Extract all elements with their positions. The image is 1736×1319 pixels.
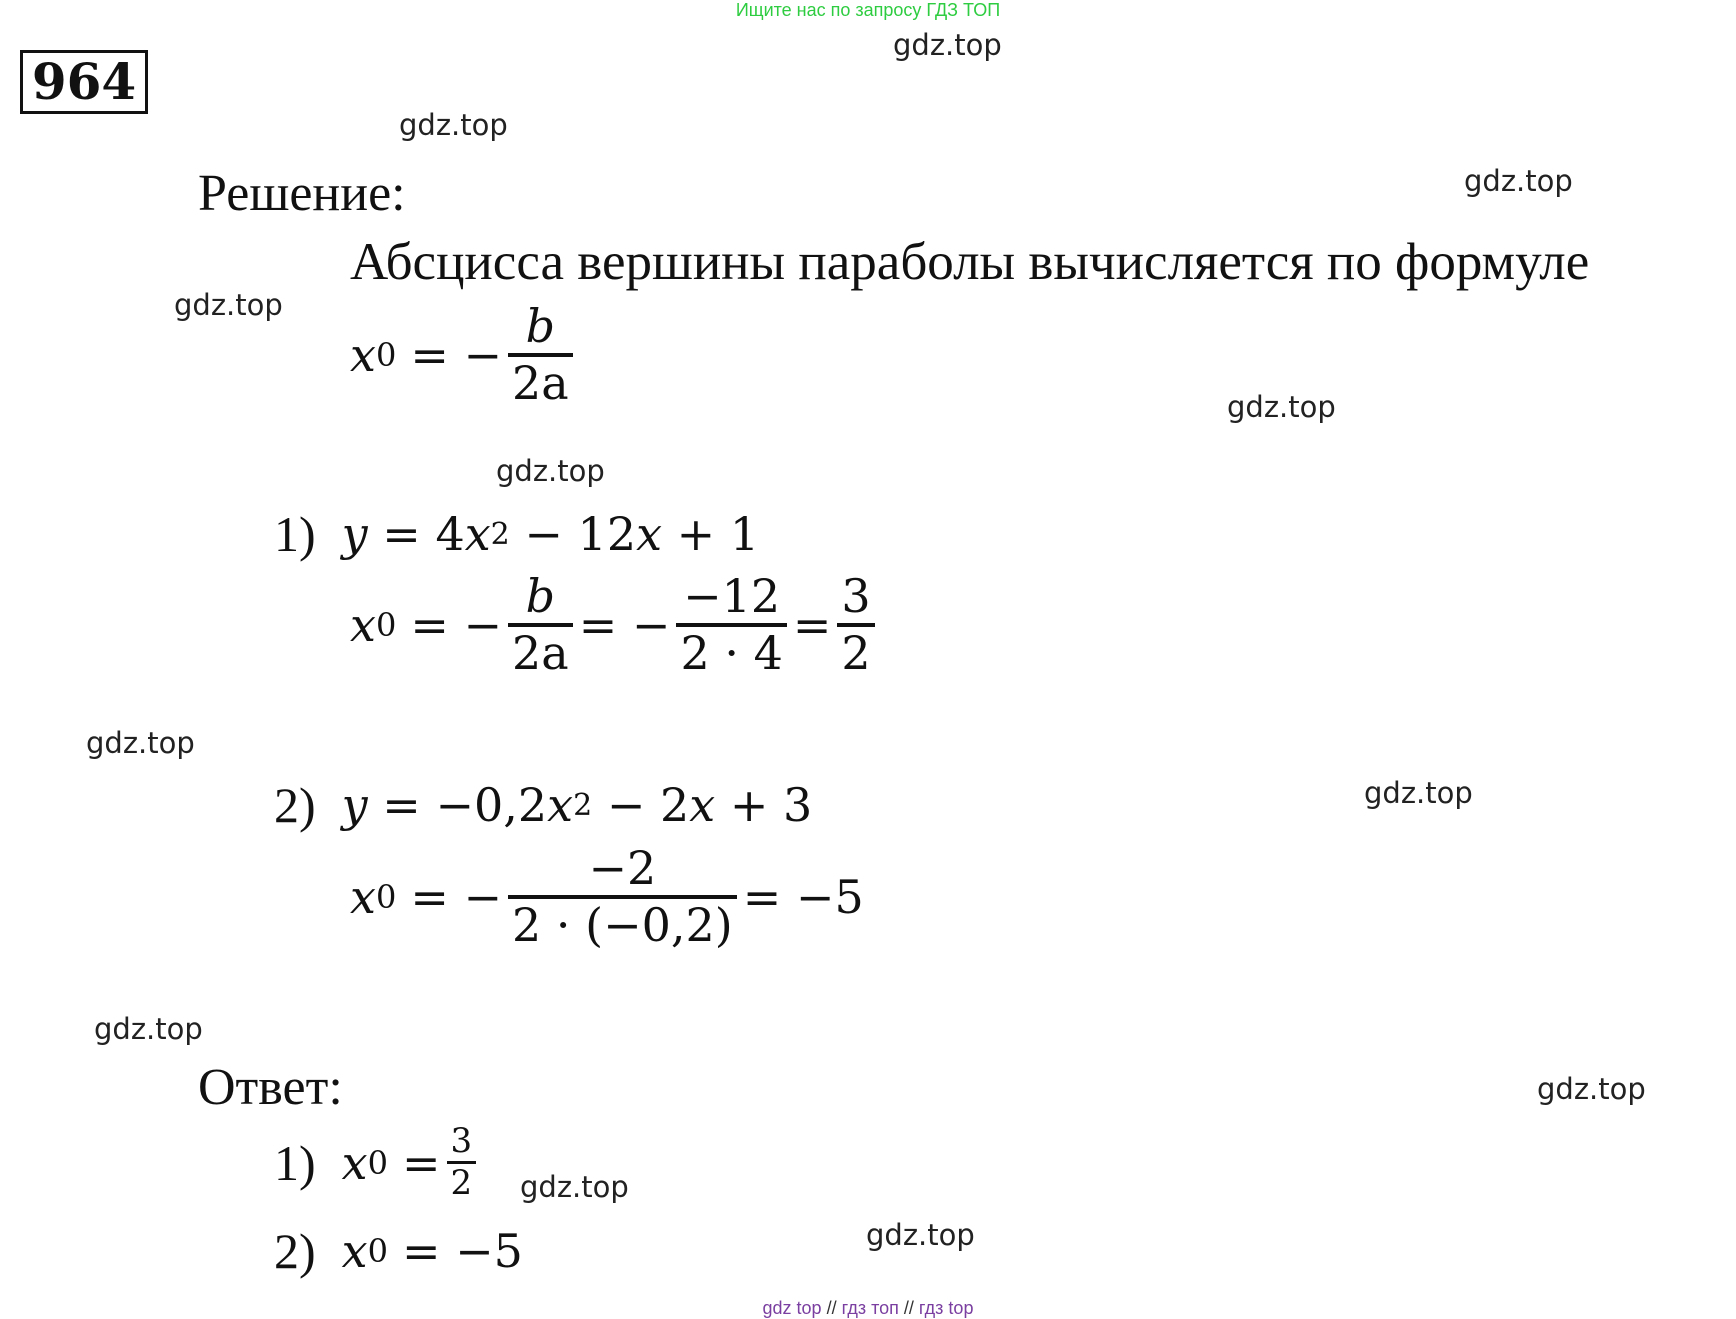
part1-calc-lhs-sub: 0	[375, 605, 397, 644]
footer-link[interactable]: гдз топ	[841, 1298, 899, 1318]
part1-y: y	[341, 507, 368, 561]
part1-label: 1)	[274, 506, 316, 562]
answer-1-num: 3	[450, 1121, 473, 1161]
footer-separator: //	[898, 1298, 919, 1318]
part2-calc-lhs-sub: 0	[375, 877, 397, 916]
part1-equation	[274, 505, 759, 563]
part1-rest: − 12	[509, 507, 637, 561]
answer-1	[274, 1122, 482, 1203]
answer-1-fraction	[447, 1122, 477, 1203]
part2-label: 2)	[274, 777, 316, 833]
answer-2-lhs-sub: 0	[367, 1232, 388, 1270]
watermark: gdz.top	[520, 1170, 629, 1204]
footer-link[interactable]: гдз top	[918, 1298, 974, 1318]
task-number: 964	[31, 52, 137, 111]
top-banner	[0, 0, 1736, 21]
answer-2	[274, 1222, 523, 1280]
part1-calc-eq1: = −	[410, 597, 503, 652]
part1-frac1	[508, 570, 573, 680]
formula-num: b	[525, 299, 556, 353]
part1-calc-eq2: = −	[578, 597, 671, 652]
answer-1-lhs-sub: 0	[367, 1143, 388, 1182]
watermark: gdz.top	[893, 28, 1002, 62]
answer-2-label: 2)	[274, 1223, 316, 1279]
watermark: gdz.top	[174, 288, 283, 322]
part2-calc	[350, 842, 864, 952]
formula-den: 2a	[512, 355, 569, 410]
footer	[0, 1298, 1736, 1319]
watermark: gdz.top	[866, 1218, 975, 1252]
part1-frac3	[837, 570, 874, 680]
answer-1-lhs: x	[341, 1135, 368, 1190]
part2-equation	[274, 776, 812, 834]
answer-heading: Ответ:	[198, 1059, 343, 1116]
part1-frac1-num: b	[525, 569, 556, 623]
answer-2-eq: = −5	[401, 1224, 523, 1278]
footer-link[interactable]: gdz top	[762, 1298, 822, 1318]
watermark: gdz.top	[1537, 1072, 1646, 1106]
part1-calc-eq3: =	[792, 597, 832, 652]
answer-1-eq: =	[401, 1135, 441, 1190]
intro-text: Абсцисса вершины параболы вычисляется по формуле	[350, 233, 1590, 291]
part2-rest: − 2	[592, 778, 690, 832]
part1-eq: = 4	[367, 507, 465, 561]
watermark: gdz.top	[1364, 776, 1473, 810]
part2-frac-den: 2 · (−0,2)	[512, 897, 733, 952]
watermark: gdz.top	[1227, 390, 1336, 424]
part1-frac3-num: 3	[841, 569, 871, 623]
vertex-formula	[350, 300, 579, 410]
watermark: gdz.top	[1464, 164, 1573, 198]
solution-heading: Решение:	[198, 165, 406, 222]
footer-separator: //	[821, 1298, 842, 1318]
watermark: gdz.top	[496, 454, 605, 488]
answer-1-label: 1)	[274, 1134, 316, 1191]
part2-x2: x	[689, 778, 716, 832]
part2-calc-eq2: = −5	[742, 869, 864, 924]
part1-frac2-num: −12	[683, 569, 781, 623]
part1-frac2-den: 2 · 4	[680, 625, 783, 680]
formula-fraction	[508, 300, 573, 410]
part1-tail: + 1	[662, 507, 760, 561]
part2-eq: = −0,2	[367, 778, 548, 832]
part2-y: y	[341, 778, 368, 832]
part1-calc-lhs: x	[350, 597, 376, 652]
formula-eq: = −	[410, 327, 503, 382]
part2-exp: 2	[573, 787, 593, 823]
part2-frac	[508, 842, 737, 952]
part1-frac3-den: 2	[841, 625, 871, 680]
part2-frac-num: −2	[588, 841, 657, 895]
part1-frac2	[676, 570, 786, 680]
answer-1-den: 2	[450, 1163, 473, 1204]
watermark: gdz.top	[86, 726, 195, 760]
part2-tail: + 3	[715, 778, 813, 832]
part2-calc-lhs: x	[350, 869, 376, 924]
part1-exp: 2	[490, 516, 510, 552]
part1-frac1-den: 2a	[512, 625, 569, 680]
part1-calc	[350, 570, 881, 680]
answer-2-lhs: x	[341, 1224, 368, 1278]
banner-text: Ищите нас по запросу ГДЗ ТОП	[735, 0, 1001, 20]
part1-x: x	[464, 507, 491, 561]
formula-lhs-sub: 0	[375, 335, 397, 374]
part2-calc-eq1: = −	[410, 869, 503, 924]
watermark: gdz.top	[94, 1012, 203, 1046]
task-number-box	[20, 50, 148, 114]
part1-x2: x	[636, 507, 663, 561]
formula-lhs: x	[350, 327, 376, 382]
watermark: gdz.top	[399, 108, 508, 142]
part2-x: x	[547, 778, 574, 832]
